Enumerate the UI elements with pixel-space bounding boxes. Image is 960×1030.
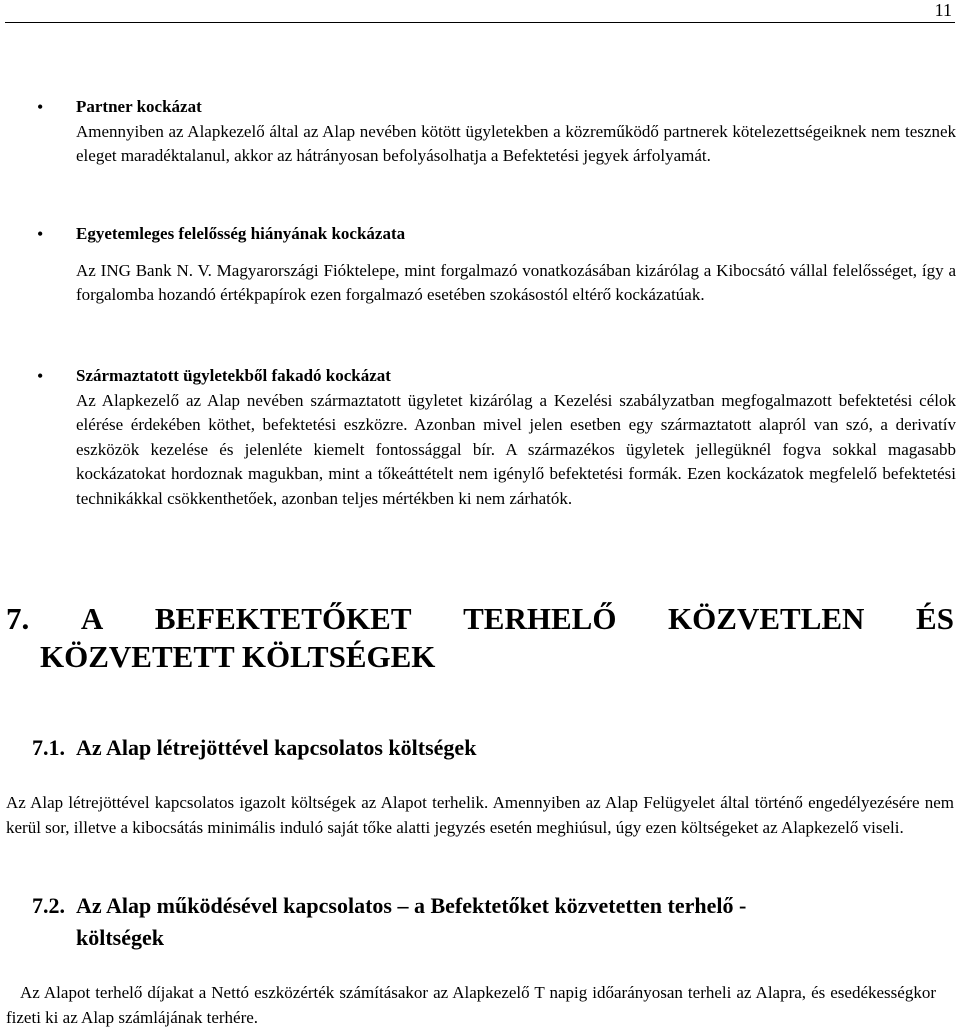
section-7-word: KÖZVETLEN bbox=[668, 601, 865, 636]
section-7-2-heading bbox=[32, 890, 932, 954]
section-7-word: 7. bbox=[6, 601, 30, 636]
header-rule bbox=[5, 22, 955, 23]
bullet-text: Az ING Bank N. V. Magyarországi Fióktelepe, mint forgalmazó vonatkozásában kizárólag a Kibocsátó vállal felelősséget, így a forgalomba hozandó értékpapírok ezen forgalmazó esetében szokásostól eltérő kockázatúak. bbox=[76, 260, 956, 304]
section-7-word: BEFEKTETŐKET bbox=[154, 601, 412, 636]
bullet-icon: • bbox=[37, 224, 44, 244]
section-7-2-text: Az Alapot terhelő díjakat a Nettó eszközérték számításakor az Alapkezelő T napig időarányosan terheli az Alapra, és esedékességkor fizeti ki az Alap számlájának terhére. bbox=[6, 983, 936, 1027]
section-number: 7.2. bbox=[32, 893, 65, 918]
bullet-joint-liability-risk bbox=[37, 222, 956, 308]
section-title: Az Alap létrejöttével kapcsolatos költségek bbox=[76, 735, 477, 760]
bullet-text: Az Alapkezelő az Alap nevében származtatott ügyletet kizárólag a Kezelési szabályzatban megfogalmazott befektetési célok elérése érdekében köthet, befektetési eszközre. Azonban mivel jelen esetben egy származtatott alapról van szó, a derivatív eszközök kezelése és jelenléte kiemelt fontossággal bír. A származékos ügyletek jellegüknél fogva sokkal magasabb kockázatokat hordoznak magukban, mint a tőkeáttételt nem igénylő befektetési formák. Ezen kockázatok megfelelő befektetési technikákkal csökkenthetőek, azonban teljes mértékben ki nem zárhatók. bbox=[76, 390, 956, 508]
section-7-1-text: Az Alap létrejöttével kapcsolatos igazolt költségek az Alapot terhelik. Amennyiben az Alap Felügyelet által történő engedélyezésére nem kerül sor, illetve a kibocsátás minimális induló saját tőke alatti jegyzés esetén meghiúsul, úgy ezen költségeket az Alapkezelő viseli. bbox=[6, 793, 954, 837]
section-7-1-heading bbox=[32, 732, 476, 764]
bullet-text: Amennyiben az Alapkezelő által az Alap nevében kötött ügyletekben a közreműködő partnerek kötelezettségeiknek nem tesznek eleget maradéktalanul, akkor az hátrányosan befolyásolhatja a Befektetési jegyek árfolyamát. bbox=[76, 121, 956, 165]
section-number: 7.1. bbox=[32, 735, 65, 760]
section-7-word: TERHELŐ bbox=[463, 601, 617, 636]
page-number: 11 bbox=[934, 0, 952, 20]
bullet-icon: • bbox=[37, 366, 44, 386]
bullet-partner-risk bbox=[37, 95, 956, 169]
bullet-heading: Partner kockázat bbox=[76, 97, 202, 116]
section-title: Az Alap működésével kapcsolatos – a Befektetőket közvetetten terhelő - bbox=[76, 893, 747, 918]
section-7-word: ÉS bbox=[916, 601, 954, 636]
bullet-heading: Egyetemleges felelősség hiányának kockázata bbox=[76, 224, 406, 243]
bullet-heading: Származtatott ügyletekből fakadó kockázat bbox=[76, 366, 391, 385]
section-7-heading bbox=[6, 600, 954, 676]
bullet-derivatives-risk bbox=[37, 364, 956, 511]
section-title-continued: költségek bbox=[76, 925, 164, 950]
section-7-heading-line2: KÖZVETETT KÖLTSÉGEK bbox=[40, 639, 436, 674]
section-7-word: A bbox=[80, 601, 104, 636]
bullet-icon: • bbox=[37, 97, 44, 117]
